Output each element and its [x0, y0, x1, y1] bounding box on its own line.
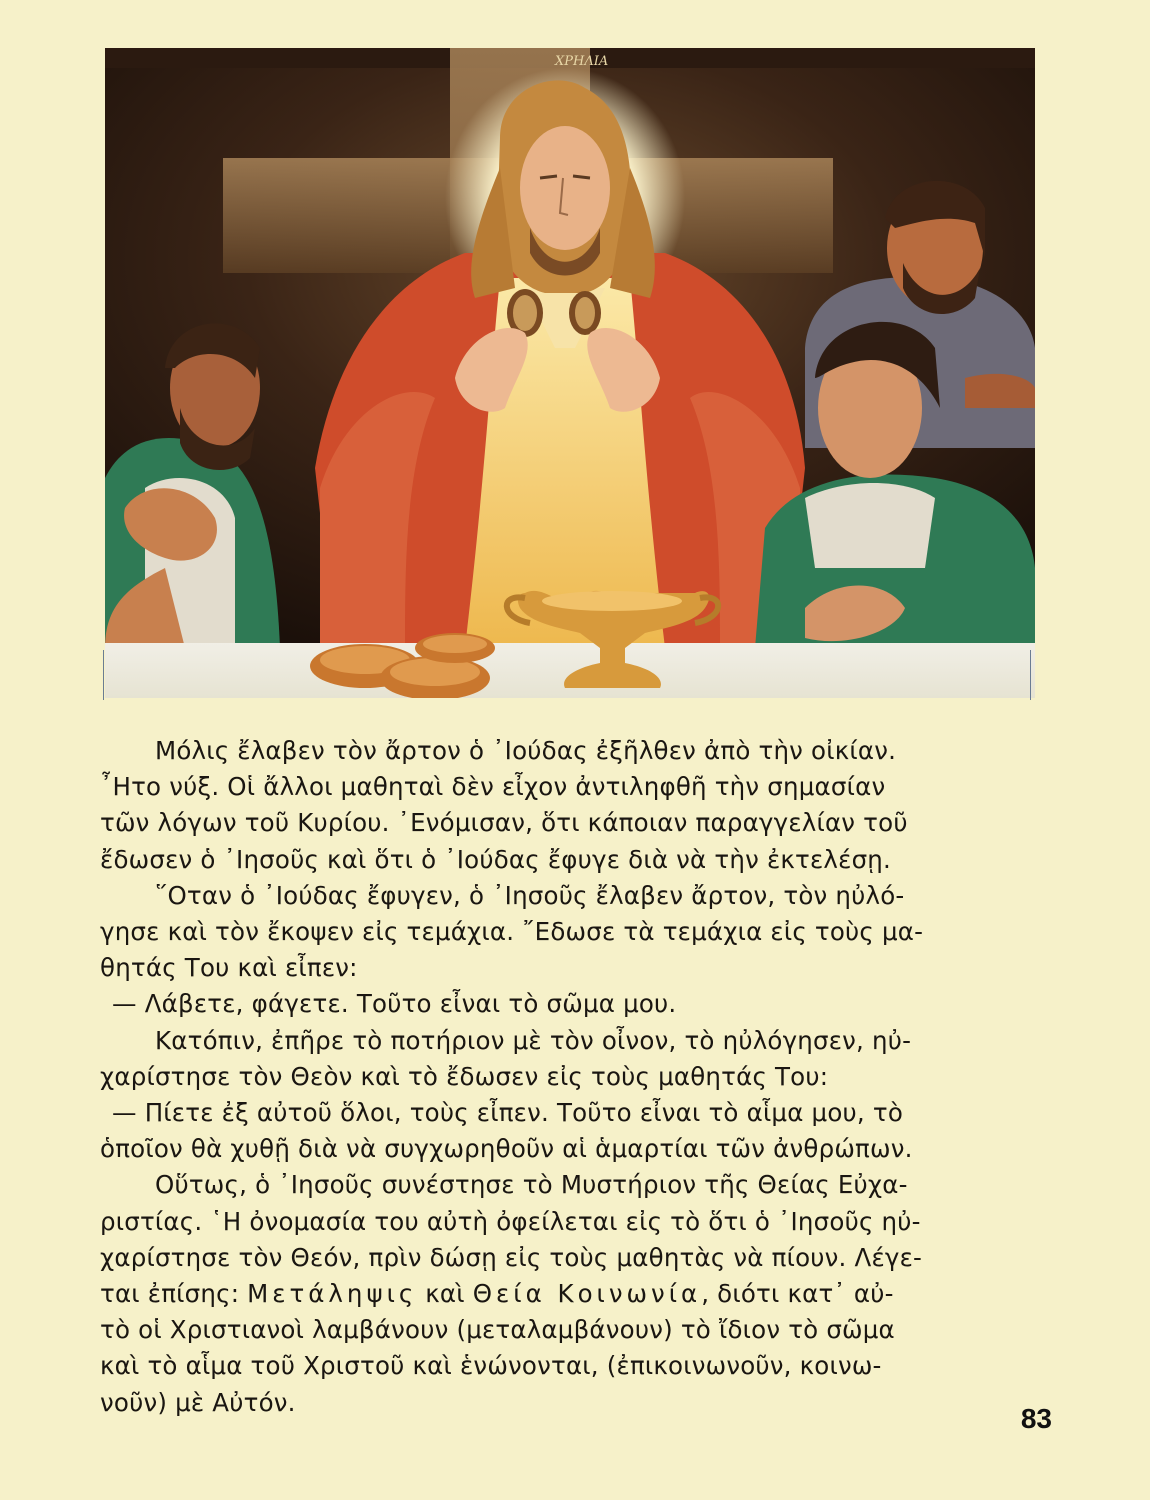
paragraph-6	[100, 1167, 1050, 1420]
text-line: νοῦν) μὲ Αὐτόν.	[100, 1387, 296, 1417]
text-line: Μόλις ἔλαβεν τὸν ἄρτον ὁ ᾿Ιούδας ἐξῆλθεν ἀπὸ τὴν οἰκίαν.	[155, 736, 897, 765]
text-line: ὁποῖον θὰ χυθῇ διὰ νὰ συγχωρηθοῦν αἱ ἁμαρτίαι τῶν ἀνθρώπων.	[100, 1134, 913, 1164]
text-line: θητάς Του καὶ εἶπεν:	[100, 953, 358, 983]
paragraph-1	[100, 733, 1050, 878]
artist-signature: ΧΡΗΛΙΑ	[555, 54, 609, 69]
text-line: καὶ τὸ αἷμα τοῦ Χριστοῦ καὶ ἑνώνονται, (ἐπικοινωνοῦν, κοινω-	[100, 1351, 882, 1381]
text-line: ἔδωσεν ὁ ᾿Ιησοῦς καὶ ὅτι ὁ ᾿Ιούδας ἔφυγε διὰ νὰ τὴν ἐκτελέσῃ.	[100, 844, 892, 874]
frame-edge-left	[103, 650, 104, 700]
last-supper-illustration	[105, 48, 1035, 698]
text-line: τὸ οἱ Χριστιανοὶ λαμβάνουν (μεταλαμβάνουν) τὸ ἴδιον τὸ σῶμα	[100, 1315, 895, 1345]
paragraph-3-dialogue	[100, 986, 1050, 1022]
page-number: 83	[1020, 1403, 1052, 1434]
term-metalipsis: Μετάληψις	[247, 1279, 418, 1309]
table-cloth	[105, 643, 1035, 698]
text-line: — Πίετε ἐξ αὐτοῦ ὅλοι, τοὺς εἶπεν. Τοῦτο εἶναι τὸ αἷμα μου, τὸ	[112, 1098, 904, 1128]
text-line: χαρίστησε τὸν Θεὸν καὶ τὸ ἔδωσεν εἰς τοὺς μαθητάς Του:	[100, 1061, 829, 1091]
text-line: Οὕτως, ὁ ᾿Ιησοῦς συνέστησε τὸ Μυστήριον τῆς Θείας Εὐχα-	[155, 1170, 908, 1200]
term-theia-koinonia: Θεία Κοινωνία	[472, 1279, 702, 1309]
text-line	[100, 1276, 1050, 1312]
text-line: ῞Οταν ὁ ᾿Ιούδας ἔφυγεν, ὁ ᾿Ιησοῦς ἔλαβεν ἄρτον, τὸν ηὐλό-	[155, 880, 905, 910]
text-line: ῏Ητο νύξ. Οἱ ἄλλοι μαθηταὶ δὲν εἶχον ἀντιληφθῆ τὴν σημασίαν	[100, 772, 886, 802]
body-text	[100, 733, 1050, 1421]
paragraph-2	[100, 878, 1050, 987]
text-line: ριστίας. ῾Η ὀνομασία του αὐτὴ ὀφείλεται εἰς τὸ ὅτι ὁ ᾿Ιησοῦς ηὐ-	[100, 1206, 921, 1236]
text-line: γησε καὶ τὸν ἔκοψεν εἰς τεμάχια. ῎Εδωσε τὰ τεμάχια εἰς τοὺς μα-	[100, 917, 924, 947]
text-line: Κατόπιν, ἐπῆρε τὸ ποτήριον μὲ τὸν οἶνον, τὸ ηὐλόγησεν, ηὐ-	[155, 1025, 912, 1055]
text-fragment: , διότι κατ᾿ αὐ-	[701, 1279, 894, 1309]
text-fragment: καὶ	[417, 1279, 473, 1309]
text-line: τῶν λόγων τοῦ Κυρίου. ᾿Ενόμισαν, ὅτι κάποιαν παραγγελίαν τοῦ	[100, 808, 908, 838]
text-line: χαρίστησε τὸν Θεόν, πρὶν δώσῃ εἰς τοὺς μαθητὰς νὰ πίουν. Λέγε-	[100, 1242, 923, 1272]
text-fragment: ται ἐπίσης:	[100, 1279, 248, 1309]
paragraph-4	[100, 1023, 1050, 1095]
frame-edge-right	[1030, 650, 1031, 700]
paragraph-5-dialogue	[100, 1095, 1050, 1167]
text-line: — Λάβετε, φάγετε. Τοῦτο εἶναι τὸ σῶμα μου.	[112, 989, 677, 1019]
